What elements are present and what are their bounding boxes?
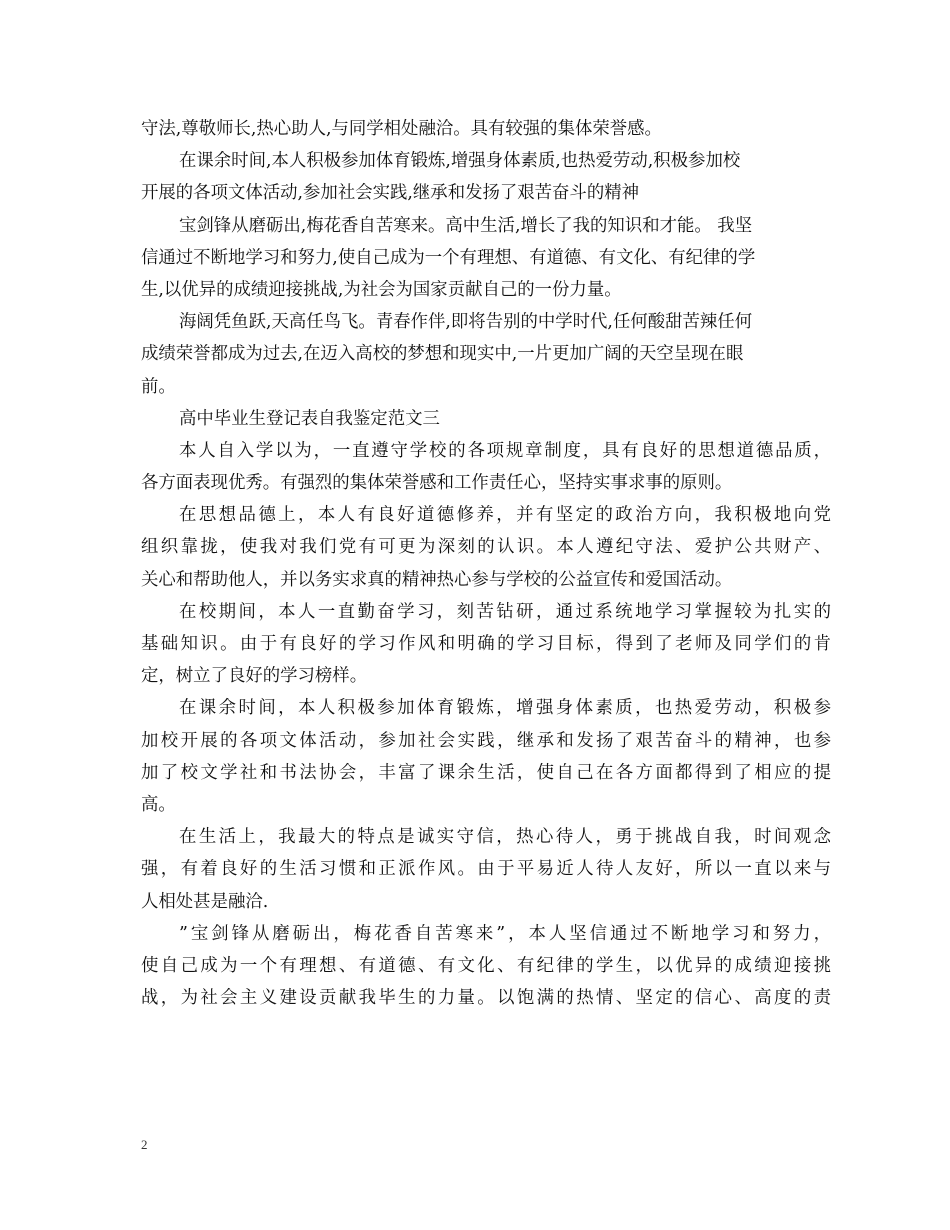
- text-line: 战，为社会主义建设贡献我毕生的力量。以饱满的热情、坚定的信心、高度的责: [141, 988, 831, 1009]
- text-line: 宝剑锋从磨砺出,梅花香自苦寒来。高中生活,增长了我的知识和才能。 我坚: [179, 215, 753, 236]
- text-line: 在课余时间，本人积极参加体育锻炼，增强身体素质，也热爱劳动，积极参: [179, 698, 831, 719]
- document-body: [141, 113, 831, 1014]
- text-line: 在课余时间,本人积极参加体育锻炼,增强身体素质,也热爱劳动,积极参加校: [179, 151, 741, 172]
- text-line: 使自己成为一个有理想、有道德、有文化、有纪律的学生，以优异的成绩迎接挑: [141, 955, 831, 976]
- text-line: 开展的各项文体活动,参加社会实践,继承和发扬了艰苦奋斗的精神: [141, 183, 639, 204]
- page-number: 2: [141, 1137, 148, 1152]
- text-line: 强，有着良好的生活习惯和正派作风。由于平易近人待人友好，所以一直以来与: [141, 859, 831, 880]
- text-line: 定，树立了良好的学习榜样。: [141, 666, 368, 687]
- text-line: 成绩荣誉都成为过去,在迈入高校的梦想和现实中,一片更加广阔的天空呈现在眼: [141, 344, 744, 365]
- text-line: 基础知识。由于有良好的学习作风和明确的学习目标，得到了老师及同学们的肯: [141, 634, 831, 654]
- text-line: 各方面表现优秀。有强烈的集体荣誉感和工作责任心，坚持实事求事的原则。: [141, 473, 733, 494]
- text-line: 加校开展的各项文体活动，参加社会实践，继承和发扬了艰苦奋斗的精神，也参: [141, 730, 831, 751]
- text-line: 高。: [141, 794, 176, 815]
- text-line: 信通过不断地学习和努力,使自己成为一个有理想、有道德、有文化、有纪律的学: [141, 247, 756, 268]
- text-line: 在生活上，我最大的特点是诚实守信，热心待人，勇于挑战自我，时间观念: [179, 827, 831, 848]
- text-line: ”宝剑锋从磨砺出，梅花香自苦寒来”，本人坚信通过不断地学习和努力，: [179, 923, 831, 944]
- text-line: 海阔凭鱼跃,天高任鸟飞。青春作伴,即将告别的中学时代,任何酸甜苦辣任何: [179, 312, 753, 333]
- text-line: 本人自入学以为，一直遵守学校的各项规章制度，具有良好的思想道德品质，: [179, 440, 831, 461]
- text-line: 人相处甚是融洽.: [141, 891, 269, 912]
- text-line: 组织靠拢，使我对我们党有可更为深刻的认识。本人遵纪守法、爱护公共财产、: [141, 537, 831, 558]
- text-line: 关心和帮助他人，并以务实求真的精神热心参与学校的公益宣传和爱国活动。: [141, 569, 733, 590]
- text-line: 加了校文学社和书法协会，丰富了课余生活，使自己在各方面都得到了相应的提: [141, 762, 831, 783]
- text-line: 生,以优异的成绩迎接挑战,为社会为国家贡献自己的一份力量。: [141, 279, 622, 300]
- text-line: 在校期间，本人一直勤奋学习，刻苦钻研，通过系统地学习掌握较为扎实的: [179, 601, 831, 622]
- text-line: 在思想品德上，本人有良好道德修养，并有坚定的政治方向，我积极地向党: [179, 505, 831, 526]
- text-line: 前。: [141, 376, 176, 397]
- text-line: 高中毕业生登记表自我鉴定范文三: [179, 408, 440, 429]
- text-line: 守法,尊敬师长,热心助人,与同学相处融洽。具有较强的集体荣誉感。: [141, 119, 662, 139]
